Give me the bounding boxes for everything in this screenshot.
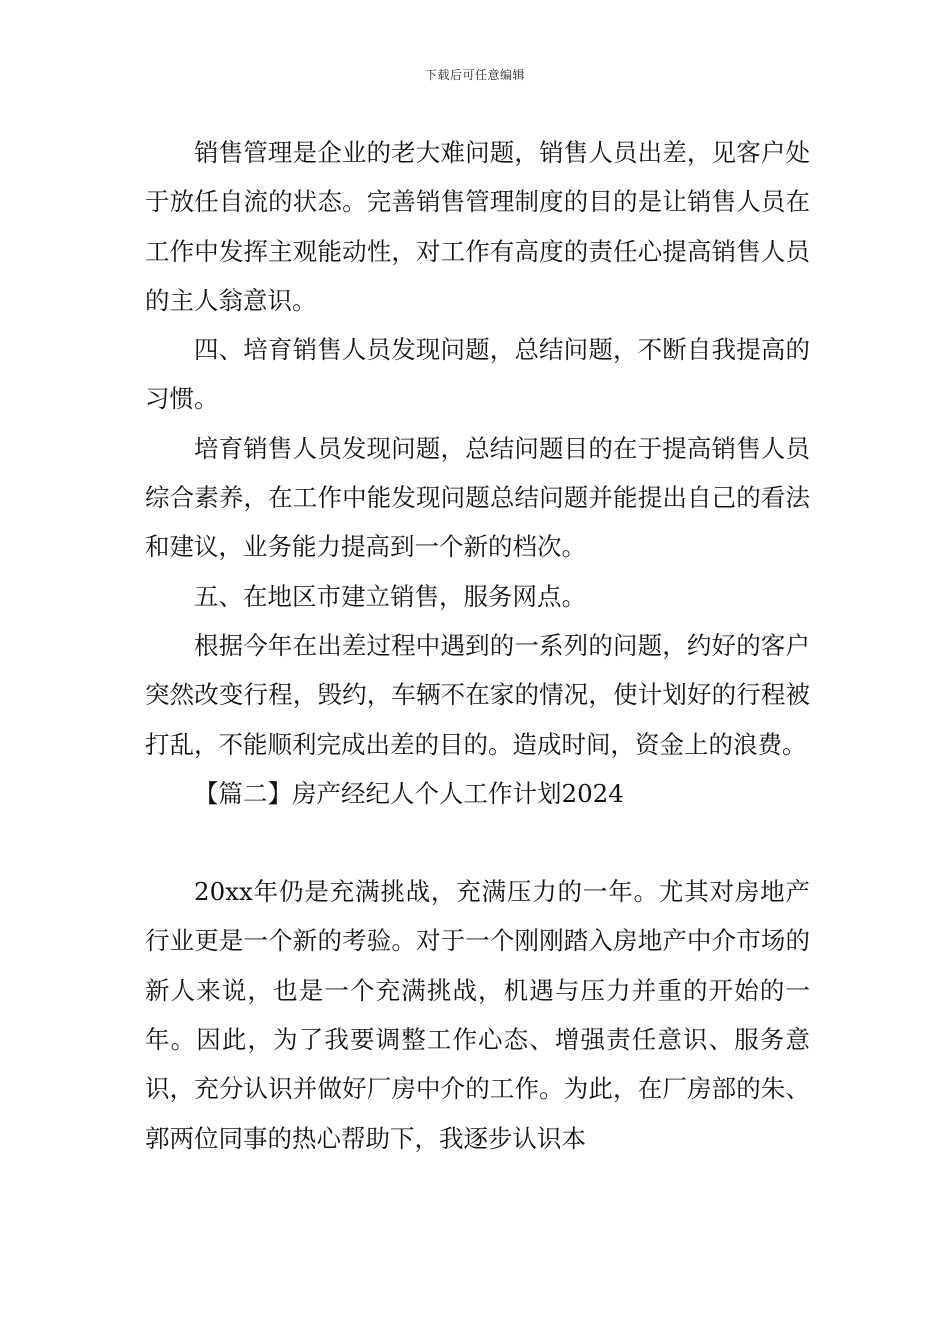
paragraph-problem-finding: 培育销售人员发现问题，总结问题目的在于提高销售人员综合素养，在工作中能发现问题总结问题并能提出自己的看法和建议，业务能力提高到一个新的档次。 [145, 433, 810, 562]
document-body [145, 128, 810, 1163]
section-spacer [145, 818, 810, 867]
paragraph-travel-issues: 根据今年在出差过程中遇到的一系列的问题，约好的客户突然改变行程，毁约，车辆不在家的情况，使计划好的行程被打乱，不能顺利完成出差的目的。造成时间，资金上的浪费。 [145, 630, 810, 759]
paragraph-sales-management: 销售管理是企业的老大难问题，销售人员出差，见客户处于放任自流的状态。完善销售管理制度的目的是让销售人员在工作中发挥主观能动性，对工作有高度的责任心提高销售人员的主人翁意识。 [145, 138, 810, 315]
section-title: 【篇二】房产经纪人个人工作计划2024 [194, 778, 624, 808]
header-note: 下载后可任意编辑 [424, 68, 525, 82]
heading-item-five: 五、在地区市建立销售，服务网点。 [194, 581, 586, 611]
paragraph-year-outlook: 20xx年仍是充满挑战，充满压力的一年。尤其对房地产行业更是一个新的考验。对于一个刚刚踏入房地产中介市场的新人来说，也是一个充满挑战，机遇与压力并重的开始的一年。因此，为了我要调整工作心态、增强责任意识、服务意识，充分认识并做好厂房中介的工作。为此，在厂房部的朱、郭两位同事的热心帮助下，我逐步认识本 [145, 877, 810, 1153]
heading-item-four: 四、培育销售人员发现问题，总结问题，不断自我提高的习惯。 [145, 335, 810, 414]
